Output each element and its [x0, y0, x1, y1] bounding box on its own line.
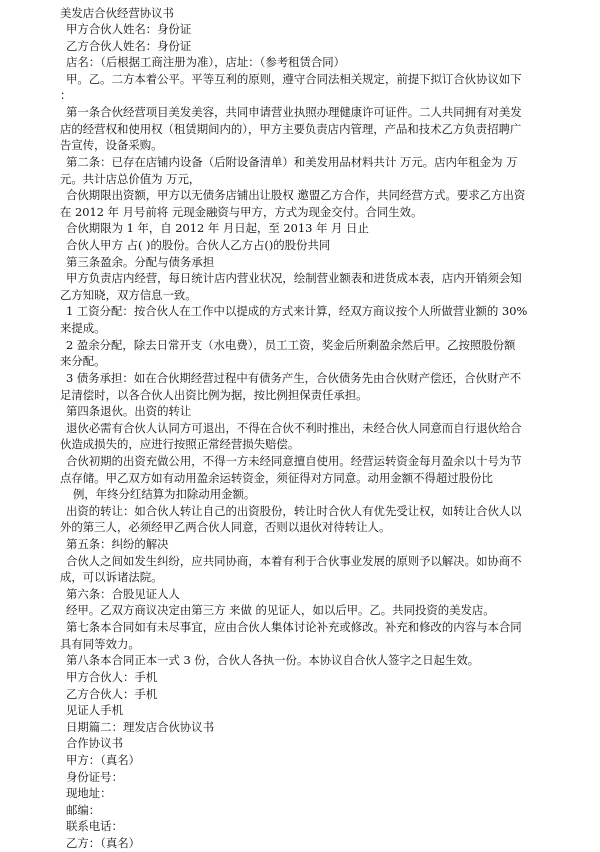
doc-line: 点存储。甲乙双方如有动用盈余运转资金，须征得对方同意。动用金额不得超过股份比	[60, 470, 493, 485]
doc-line: 伙造成损失的，应进行按照正常经营损失赔偿。	[60, 437, 300, 452]
doc-line: 成，可以诉诸法院。	[60, 570, 163, 585]
doc-line: 乙方知晓，双方信息一致。	[60, 287, 197, 302]
doc-line: 2 盈余分配，除去日常开支（水电费），员工工资，奖金后所剩盈余然后甲。乙按照股份额	[66, 337, 516, 352]
doc-line: 第二条：已存在店铺内设备（后附设备清单）和美发用品材料共计 万元。店内年租金为 万	[66, 154, 518, 169]
doc-line: 来提成。	[60, 321, 106, 335]
doc-line: ：	[60, 88, 72, 103]
doc-line: 合伙期限为 1 年，自 2012 年 月日起，至 2013 年 月 日止	[66, 221, 369, 236]
doc-line: 甲方负责店内经营，每日统计店内营业状况，绘制营业额表和进货成本表，店内开销须会知	[66, 271, 522, 286]
doc-line: 第五条：纠纷的解决	[66, 537, 169, 551]
doc-line: 第一条合伙经营项目美发美容，共同申请营业执照办理健康许可证件。二人共同拥有对美发	[66, 105, 522, 120]
doc-line: 第六条：合股见证人人	[66, 586, 180, 601]
doc-line: 邮编：	[66, 802, 101, 817]
doc-line: 3 债务承担：如在合伙期经营过程中有债务产生，合伙债务先由合伙财产偿还，合伙财产不	[66, 370, 522, 385]
doc-line: 1 工资分配：按合伙人在工作中以提成的方式来计算，经双方商议按个人所做营业额的 30%	[66, 304, 528, 319]
doc-line: 第四条退伙。出资的转让	[66, 404, 192, 419]
doc-line: 身份证号：	[66, 769, 123, 784]
doc-line: 合伙期限出资额，甲方以无债务店铺出让股权 邀盟乙方合作，共同经营方式。要求乙方出资	[66, 188, 526, 203]
doc-line: 合伙初期的出资充做公用，不得一方未经同意擅自使用。经营运转资金每月盈余以十号为节	[66, 453, 522, 468]
doc-line: 现地址：	[66, 786, 112, 801]
doc-line: 足清偿时，以各合伙人出资比例为据，按比例担保责任承担。	[60, 387, 368, 402]
doc-line: 店的经营权和使用权（租赁期间内的），甲方主要负责店内管理，产品和技术乙方负责招聘广	[60, 121, 522, 136]
doc-line: 乙方合伙人姓名：身份证	[66, 38, 192, 53]
doc-line: 日期篇二：理发店合伙协议书	[66, 719, 215, 734]
doc-line: 告宣传，设备采购。	[60, 138, 163, 153]
doc-line: 甲。乙。二方本着公平。平等互利的原则，遵守合同法相关规定，前提下拟订合伙协议如下	[66, 71, 522, 86]
doc-line: 退伙必需有合伙人认同方可退出，不得在合伙不利时推出，未经合伙人同意而自行退伙给合	[66, 420, 522, 435]
doc-line: 经甲。乙双方商议决定由第三方 来做 的见证人，如以后甲。乙。共同投资的美发店。	[66, 603, 495, 618]
doc-line: 乙方合伙人：手机	[66, 686, 158, 701]
doc-line: 例，年终分红结算为扣除动用金额。	[73, 487, 256, 502]
doc-line: 外的第三人，必须经甲乙两合伙人同意，否则以退伙对待转让人。	[60, 520, 391, 535]
doc-line: 出资的转让：如合伙人转让自己的出资股份，转让时合伙人有优先受让权，如转让合伙人以	[66, 503, 522, 518]
doc-line: 在 2012 年 月号前将 元现金融资与甲方，方式为现金交付。合同生效。	[60, 204, 423, 219]
doc-line: 甲方合伙人：手机	[66, 669, 158, 684]
doc-line: 来分配。	[60, 354, 106, 369]
doc-line: 合伙人之间如发生纠纷，应共同协商，本着有利于合伙事业发展的原则予以解决。如协商不	[66, 553, 522, 568]
doc-line: 甲方：（真名）	[66, 752, 141, 767]
doc-line: 乙方：（真名）	[66, 836, 141, 850]
doc-line: 店名：（后根据工商注册为准），店址：（参考租赁合同）	[66, 55, 346, 70]
doc-line: 见证人手机	[66, 703, 123, 718]
doc-line: 第八条本合同正本一式 3 份，合伙人各执一份。本协议自合伙人签字之日起生效。	[66, 653, 480, 668]
doc-title: 美发店合伙经营协议书	[60, 6, 174, 20]
doc-line: 第七条本合同如有未尽事宜，应由合伙人集体讨论补充或修改。补充和修改的内容与本合同	[66, 620, 522, 634]
doc-line: 甲方合伙人姓名：身份证	[66, 22, 192, 36]
doc-line: 具有同等效力。	[60, 636, 140, 651]
doc-line: 元。共计店总价值为 万元，	[60, 171, 201, 186]
doc-line: 合伙人甲方 占( )的股份。合伙人乙方占()的股份共同	[66, 238, 331, 252]
doc-line: 联系电话：	[66, 819, 123, 834]
doc-line: 合作协议书	[66, 736, 123, 751]
doc-line: 第三条盈余。分配与债务承担	[66, 254, 215, 269]
